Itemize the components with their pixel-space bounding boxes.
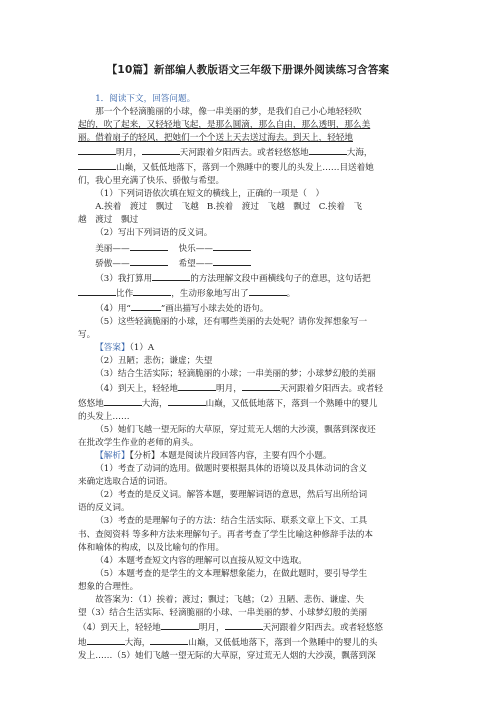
fill-blank [133, 286, 171, 296]
fill-blank [213, 241, 251, 251]
passage-text: 明月， [116, 148, 142, 159]
answer-text: 山巅，又低低地落下，落到一个熟睡中的婴儿 [205, 399, 378, 410]
question-text: 。 [286, 288, 296, 299]
fill-blank [78, 145, 116, 155]
analysis-line: 望（3）结合生活实际、轻滴脆丽的小球、一串美丽的梦、小球梦幻般的美丽 [78, 607, 368, 618]
option-a: 挨着 渡过 飘过 飞越 [104, 202, 199, 213]
analysis-line [78, 450, 418, 463]
answer-line: （3）结合生活实际；轻滴脆丽的小球；一串美丽的梦；小球梦幻般的美丽 [95, 368, 376, 379]
analysis-text: 【分析】本题是阅读片段回答内容，主要有四个小题。 [129, 451, 332, 462]
option-c: 挨着 飞 [327, 202, 363, 213]
answer-line [78, 396, 418, 411]
question-text: （3）我打算用 [95, 273, 153, 284]
fill-blank [142, 145, 180, 155]
analysis-tag: 【解析】 [95, 451, 130, 462]
analysis-line: 书、查阅资料 等多种方法来理解句子。再者考查了学生比喻这种修辞手法的本 [78, 529, 373, 540]
analysis-line: （5）本题考查的是学生的文本理解想象能力，在做此题时，要引导学生 [95, 568, 368, 579]
fill-blank [150, 635, 188, 645]
underlined-sentence: 起的，吹了起来，又轻轻地飞起，是那么圆滴，那么自由，那么透明，那么美 [78, 120, 371, 131]
question-intro: 1．阅读下文，回答问题。 [95, 94, 196, 104]
passage-line [78, 119, 418, 132]
analysis-text: 山巅，又低低地落下，落到一个熟睡中的婴儿的头 [188, 637, 378, 648]
analysis-text: 明月， [198, 622, 225, 633]
analysis-line: 发上……（5）她们飞越一望无际的大草原，穿过荒无人烟的大沙漠，飘落到深 [78, 650, 376, 661]
option-c-label: C. [318, 202, 328, 213]
answer-line: 在批改学生作业的老师的肩头。 [78, 438, 199, 449]
question-1-stem: （1）下列词语依次填在短文的横线上，正确的一项是（ ） [95, 189, 325, 200]
option-a-label: A. [95, 202, 105, 213]
fill-blank [130, 241, 168, 251]
question-text: 的方法理解文段中画横线句子的意思，这句话把 [190, 273, 371, 284]
passage-line [78, 160, 418, 175]
question-4 [78, 301, 418, 316]
question-1-options-cont: 越 渡过 飘过 [78, 215, 139, 226]
passage-text: 大海， [346, 148, 373, 159]
fill-blank [242, 381, 280, 391]
answer-text: （1）A [129, 342, 155, 353]
option-b: 挨着 渡过 飞越 飘过 [215, 202, 311, 213]
fill-blank [161, 620, 199, 630]
answer-text: （4）到天上，轻轻地 [95, 383, 178, 394]
underlined-sentence: 丽。借着扇子的轻风，把她们一个个送上天去送过海去。到天上，轻轻地 [78, 133, 354, 144]
passage-text: 那一个个轻滴脆丽的小球，像一串美丽的梦，是我们自己小心地轻轻吹 [95, 107, 362, 118]
fill-blank [130, 256, 168, 266]
analysis-line: （1）考查了动词的选用。做题时要根据具体的语境以及具体动词的含义 [95, 464, 368, 475]
answer-tag: 【答案】 [95, 342, 130, 353]
question-text: ”画出描写小球去处的语句。 [160, 303, 269, 314]
answer-line: （5）她们飞越一望无际的大草原，穿过荒无人烟的大沙漠，飘落到深夜还 [95, 425, 376, 436]
analysis-line: 想象的合理性。 [78, 581, 139, 592]
analysis-line: （4）本题考查短文内容的理解可以直接从短文中选取。 [95, 555, 307, 566]
antonym-word: 美丽—— [95, 243, 130, 254]
antonym-row [78, 256, 418, 271]
passage-text: 山巅，又低低地落下，落到一个熟睡中的婴儿的头发上……目送着她 [116, 163, 374, 174]
passage-line [78, 106, 418, 119]
question-text: ，生动形象地写出了 [171, 288, 249, 299]
antonym-word: 骄傲—— [95, 258, 130, 269]
answer-text: 悠悠地 [78, 399, 104, 410]
question-2-stem: （2）写出下列词语的反义词。 [95, 228, 213, 239]
analysis-text: 大海， [124, 637, 151, 648]
antonym-word: 快乐—— [178, 243, 213, 254]
fill-blank [168, 396, 206, 406]
option-b-label: B. [206, 202, 216, 213]
fill-blank [309, 145, 347, 155]
passage-text: 天河跟着夕阳西去。或者轻悠悠地 [179, 148, 309, 159]
antonym-word: 希望—— [178, 258, 213, 269]
answer-line: 的头发上…… [78, 412, 130, 423]
analysis-line: 故答案为：（1）挨着；渡过；飘过；飞越；（2）丑陋、悲伤、谦虚、失 [95, 594, 364, 605]
fill-blank [213, 256, 251, 266]
analysis-text: （4）到天上，轻轻地 [78, 622, 161, 633]
fill-blank [225, 620, 263, 630]
fill-blank [78, 160, 116, 170]
answer-line [78, 381, 418, 396]
fill-blank [178, 381, 216, 391]
analysis-text: 地 [78, 637, 87, 648]
question-text: （4）用“ [95, 303, 131, 314]
passage-line [78, 175, 418, 188]
fill-blank [249, 286, 287, 296]
answer-text: 天河跟着夕阳西去。或者轻 [279, 383, 383, 394]
document-title: 【10篇】新部编人教版语文三年级下册课外阅读练习含答案 [106, 64, 390, 76]
analysis-line: 语的反义词。 [78, 503, 130, 514]
analysis-line [78, 635, 418, 650]
question-3 [78, 271, 418, 286]
passage-line [78, 145, 418, 160]
analysis-line: （2）考查的是反义词。解答本题，要理解词语的意思，然后写出所给词 [95, 490, 368, 501]
fill-blank [104, 396, 142, 406]
question-1-options [78, 201, 418, 214]
answer-line [78, 342, 418, 355]
answer-line: （2）丑陋；悲伤；谦虚；失望 [95, 355, 213, 366]
fill-blank [152, 271, 190, 281]
question-3-cont [78, 286, 418, 301]
antonym-row [78, 241, 418, 256]
passage-line [78, 132, 418, 145]
answer-text: 大海， [141, 399, 168, 410]
answer-text: 明月， [216, 383, 242, 394]
analysis-line: （3）考查的是理解句子的方法：结合生活实际、联系文章上下文、工具 [95, 516, 368, 527]
document-body [78, 93, 418, 663]
question-text: 比作 [116, 288, 134, 299]
question-5: （5）这些轻滴脆丽的小球，还有哪些美丽的去处呢？请你发挥想象写一 [95, 316, 368, 327]
analysis-line: 体和喻体的构成，以及比喻句的作用。 [78, 542, 225, 553]
fill-blank [87, 635, 125, 645]
fill-blank [78, 286, 116, 296]
analysis-line [78, 620, 418, 635]
fill-blank [131, 301, 161, 311]
passage-text: 们，我心里充满了快乐、骄傲与希望。 [78, 176, 225, 187]
analysis-line: 来确定选取合适的词语。 [78, 477, 173, 488]
question-5-cont: 写。 [78, 329, 96, 340]
analysis-text: 天河跟着夕阳西去。或者轻悠悠 [262, 622, 383, 633]
